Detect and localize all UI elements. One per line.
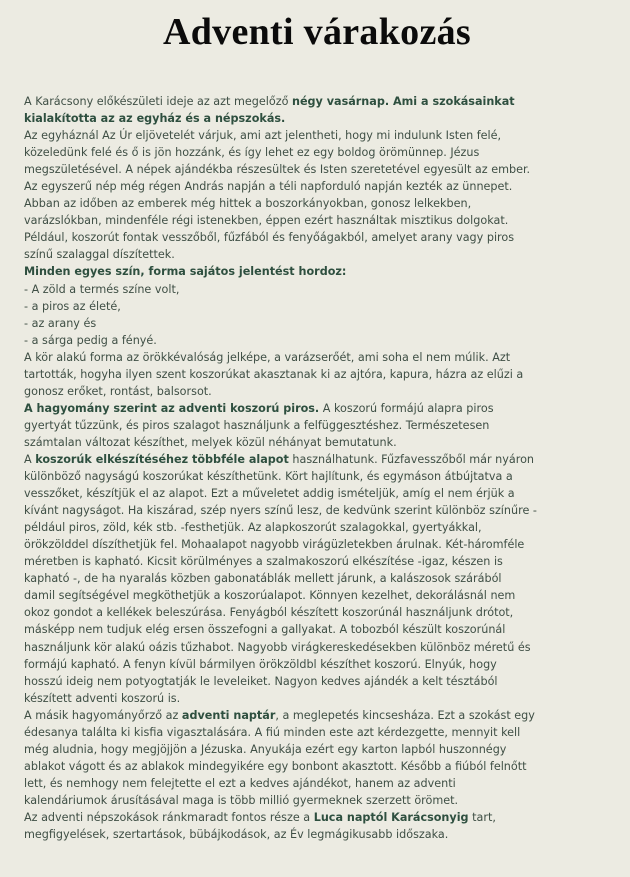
text-segment: - a sárga pedig a fényé. [24,333,157,347]
text-line [24,93,610,110]
text-segment: Az egyháznál Az Úr eljövetelét várjuk, ami azt jelentheti, hogy mi indulunk Isten felé, [24,129,502,143]
text-line [24,485,610,502]
text-line [24,621,610,638]
text-line [24,707,610,724]
text-segment: megfigyelések, szertartások, bübájkodások, az Év legmágikusabb időszaka. [24,828,449,842]
text-segment: A másik hagyományőrző az [24,708,182,722]
text-line [24,570,610,587]
bold-text: Minden egyes szín, forma sajátos jelentést hordoz: [24,265,347,279]
text-segment: örökzölddel díszíthetjük fel. Mohaalapot nagyobb virágüzletekben árulnak. Két-háromféle [24,538,525,552]
bold-text: Luca naptól Karácsonyig [313,810,469,824]
text-segment: formájú kapható. A fenyn kívül bármilyen örökzöldbl készíthet koszorú. Elnyúk, hogy [24,657,497,671]
text-line [24,332,610,349]
page-title: Adventi várakozás [162,11,472,53]
text-line [24,809,610,826]
text-segment: , a meglepetés kincsesháza. Ezt a szokást egy [275,708,535,722]
text-line [24,553,610,570]
text-segment: - A zöld a termés színe volt, [24,282,180,296]
text-segment: tart, [468,810,496,824]
text-segment: használjunk kör alakú oázis tűzhabot. Nagyobb virágkereskedésekben különböz méretű és [24,640,531,654]
text-line [24,758,610,775]
text-segment: okoz gondot a kellékek beleszúrása. Fenyágból készített koszorúnál használjunk drótot, [24,606,514,620]
text-line [24,536,610,553]
text-line [24,417,610,434]
bold-text: koszorúk elkészítéséhez többféle alapot [35,452,289,466]
text-segment: Például, koszorút fontak vesszőből, fűzfából és fenyőágakból, amelyet arany vagy piros [24,231,515,245]
text-line [24,246,610,263]
text-line [24,383,610,400]
text-line [24,792,610,809]
text-segment: különböző nagyságú koszorúkat készíthetünk. Kört hajlítunk, és egymáson átbújtatva a [24,470,513,484]
text-line [24,451,610,468]
text-line [24,673,610,690]
text-segment: - a piros az életé, [24,299,121,313]
text-segment: kívánt nagyságot. Ha kiszárad, szép nyers színű lesz, de kedvünk szerint különböz színűre - [24,504,537,518]
text-line [24,281,610,298]
text-segment: készített adventi koszorú is. [24,691,181,705]
text-line [24,315,610,332]
text-line [24,229,610,246]
text-line [24,144,610,161]
text-segment: használhatunk. Fűzfavesszőből már nyáron [288,452,535,466]
text-line [24,178,610,195]
text-segment: édesanya találta ki kisfia vigasztalására. A fiú minden este azt kérdezgette, mennyit kell [24,725,521,739]
text-line [24,434,610,451]
text-line [24,604,610,621]
text-line [24,587,610,604]
text-segment: A [24,452,36,466]
text-segment: damil segítségével megköthetjük a koszorúalapot. Könnyen kezelhet, dekorálásnál nem [24,589,516,603]
text-segment: lett, és nemhogy nem felejtette el ezt a kedves ajándékot, hanem az adventi [24,776,456,790]
text-segment: A Karácsony előkészületi ideje az azt megelőző [24,95,292,108]
text-segment: közeledünk felé és ő is jön hozzánk, és így lehet ez egy boldog örömünnep. Jézus [24,146,480,160]
text-line [24,195,610,212]
text-line [24,161,610,178]
bold-text: adventi naptár [181,708,276,722]
text-line [24,775,610,792]
text-line [24,656,610,673]
text-line [24,690,610,707]
text-segment: még aludnia, hogy megjöjjön a Jézuska. Anyukája ezért egy karton lapból huszonnégy [24,742,507,756]
text-segment: Az egyszerű nép még régen András napján a téli napforduló napján kezték az ünnepet. [24,180,513,194]
text-segment: ablakot vágott és az ablakok mindegyikére egy bonbont akasztott. Később a fiúból felnőtt [24,759,527,773]
text-line [24,468,610,485]
text-segment: például piros, zöld, kék stb. -festhetjük. Az alapkoszorút szalagokkal, gyertyákkal, [24,521,482,535]
bold-text: A hagyomány szerint az adventi koszorú piros. [24,401,320,415]
text-segment: számtalan változat készíthet, melyek közül néhányat bemutatunk. [24,435,397,449]
text-segment: Abban az időben az emberek még hittek a boszorkányokban, gonosz lelkekben, [24,197,472,211]
text-segment: megszületésével. A népek ajándékba részesültek és Isten szeretetével egyesült az ember. [24,163,531,177]
text-segment: kapható -, de ha nyaralás közben gabonatáblák mellett járunk, a kalászosok szárából [24,572,502,586]
text-line [24,400,610,417]
text-segment: másképp nem tudjuk elég ersen összefogni a gallyakat. A tobozból készült koszorúnál [24,623,506,637]
text-segment: - az arany és [24,316,97,330]
text-line [24,127,610,144]
text-segment: varázslókban, mindenféle régi istenekben, éppen ezért használtak misztikus dolgokat. [24,214,509,228]
bold-text: négy vasárnap. Ami a szokásainkat [291,95,515,108]
text-line [24,263,610,280]
text-segment: gonosz erőket, rontást, balsorsot. [24,384,212,398]
text-line [24,349,610,366]
text-line [24,366,610,383]
text-line [24,741,610,758]
text-line [24,639,610,656]
text-line [24,212,610,229]
text-segment: Az adventi népszokások ránkmaradt fontos része a [24,810,314,824]
text-line [24,110,610,127]
article-body [24,93,610,843]
text-segment: hosszú ideig nem potyogtatják le leveleiket. Nagyon kedves ajándék a kelt tésztából [24,674,498,688]
text-line [24,826,610,843]
text-segment: méretben is kapható. Kicsit körülményes a szalmakoszorú elkészítése -igaz, készen is [24,555,503,569]
text-segment: gyertyát tűzzünk, és piros szalagot használjunk a felfüggesztéshez. Természetesen [24,418,490,432]
text-line [24,502,610,519]
text-segment: színű szalaggal díszítettek. [24,248,175,262]
text-line [24,298,610,315]
text-segment: A koszorú formájú alapra piros [319,401,494,415]
text-line [24,724,610,741]
bold-text: kialakította az az egyház és a népszokás. [24,112,286,126]
text-segment: vesszőket, készítjük el az alapot. Ezt a műveletet addig ismételjük, amíg el nem érjük a [24,487,515,501]
text-segment: A kör alakú forma az örökkévalóság jelképe, a varázserőét, ami soha el nem múlik. Azt [24,350,511,364]
text-segment: kalendáriumok árusításával maga is több millió gyermeknek szerzett örömet. [24,793,459,807]
text-segment: tartották, hogyha ilyen szent koszorúkat akasztanak ki az ajtóra, kapura, házra az elűzi a [24,367,524,381]
text-line [24,519,610,536]
